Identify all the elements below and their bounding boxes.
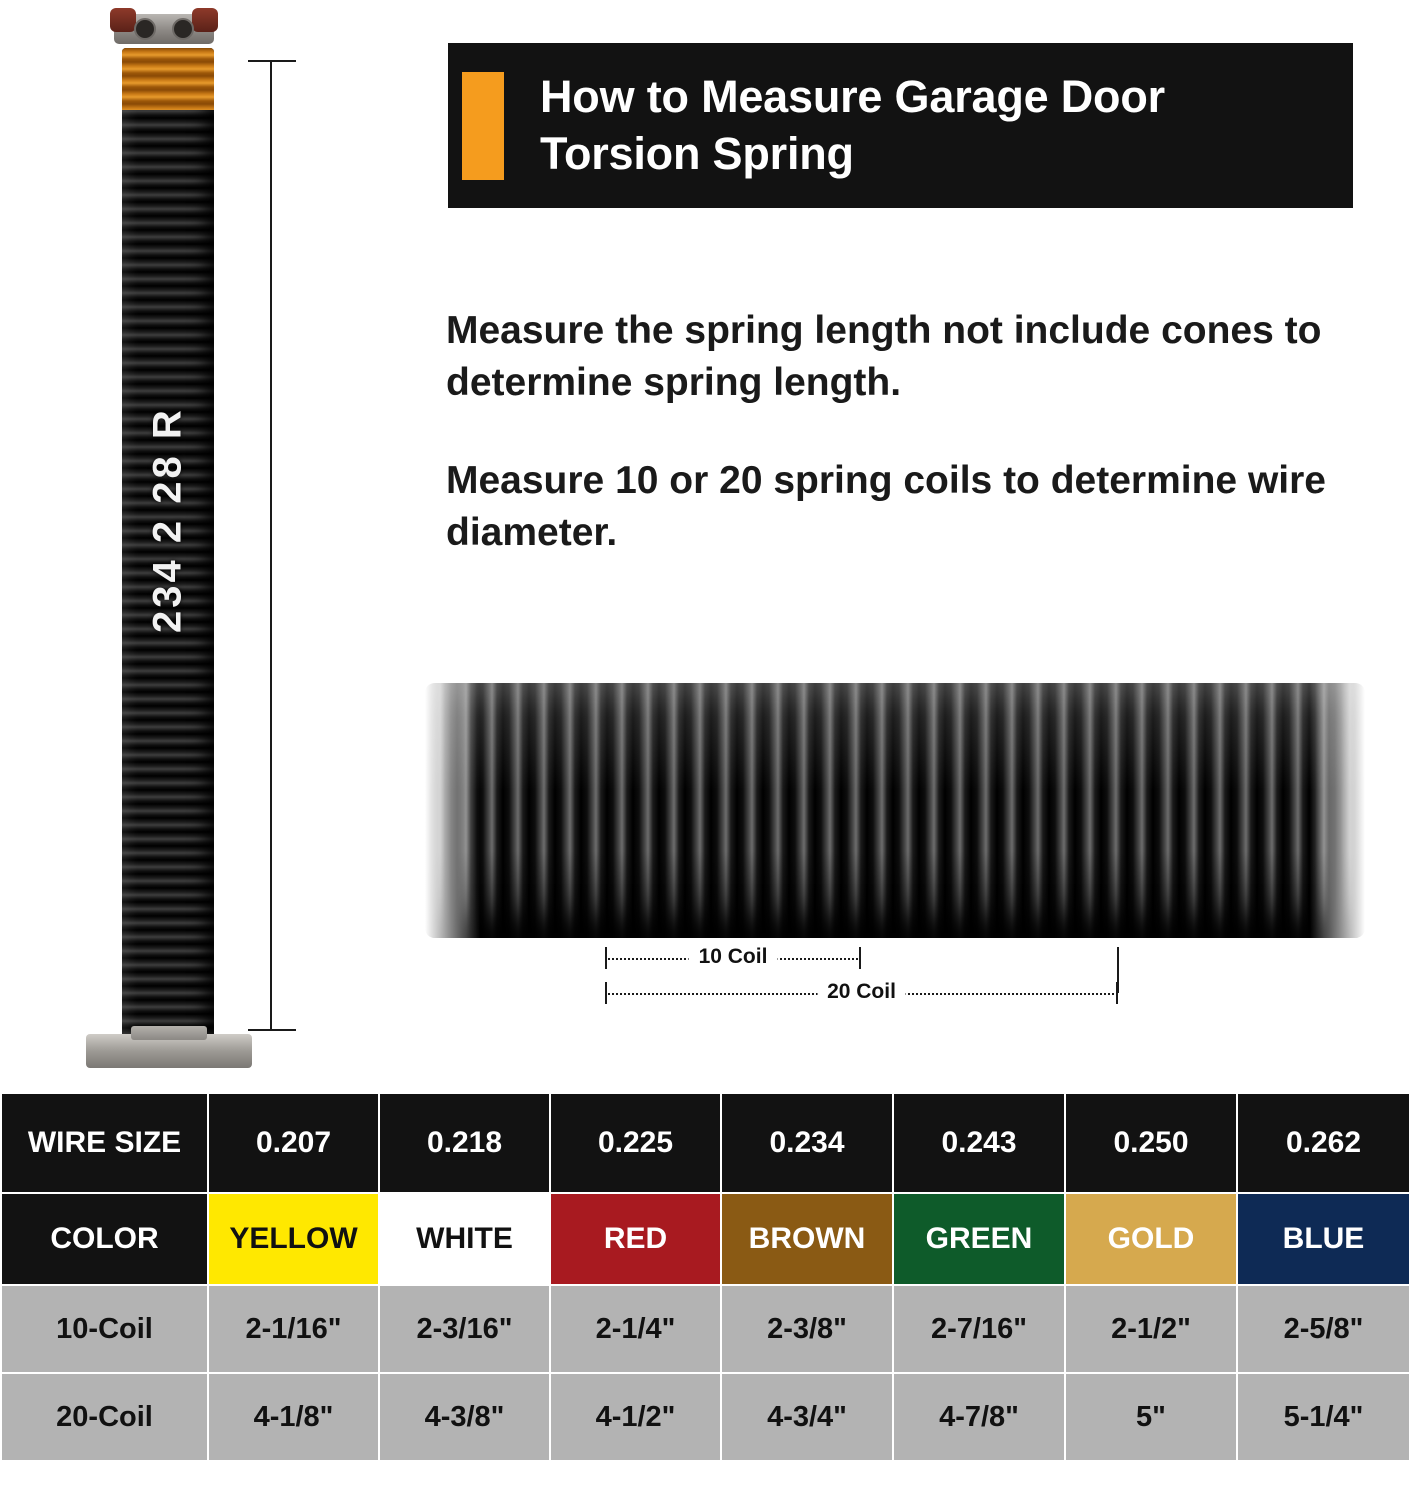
cell-wire-size-0: 0.207 bbox=[208, 1093, 379, 1193]
measure-tick-bottom bbox=[248, 1029, 296, 1031]
cell-20coil-3: 4-3/4" bbox=[721, 1373, 893, 1461]
cell-20coil-2: 4-1/2" bbox=[550, 1373, 721, 1461]
cell-10coil-3: 2-3/8" bbox=[721, 1285, 893, 1373]
row-label-wire-size: WIRE SIZE bbox=[1, 1093, 208, 1193]
cell-20coil-6: 5-1/4" bbox=[1237, 1373, 1409, 1461]
dimension-20-label: 20 Coil bbox=[817, 978, 906, 1006]
cell-10coil-2: 2-1/4" bbox=[550, 1285, 721, 1373]
page-title: How to Measure Garage Door Torsion Spring bbox=[540, 71, 1165, 179]
coil-fade-left bbox=[425, 683, 480, 938]
cell-color-5: GOLD bbox=[1065, 1193, 1237, 1285]
measure-tick-top bbox=[248, 60, 296, 62]
cell-wire-size-2: 0.225 bbox=[550, 1093, 721, 1193]
dimension-10-label: 10 Coil bbox=[689, 943, 778, 971]
cell-wire-size-4: 0.243 bbox=[893, 1093, 1065, 1193]
instruction-line-1: Measure the spring length not include cones to determine spring length. bbox=[446, 309, 1322, 404]
dimension-20-cap-right bbox=[1116, 982, 1118, 1004]
row-label-20-coil: 20-Coil bbox=[1, 1373, 208, 1461]
table-row-20-coil bbox=[1, 1373, 1409, 1461]
instructions-block bbox=[446, 305, 1374, 604]
dimension-10-coil bbox=[605, 947, 861, 969]
cell-10coil-0: 2-1/16" bbox=[208, 1285, 379, 1373]
cell-20coil-4: 4-7/8" bbox=[893, 1373, 1065, 1461]
spring-stamped-label: 234 2 28 R bbox=[145, 407, 190, 633]
cell-color-6: BLUE bbox=[1237, 1193, 1409, 1285]
cell-wire-size-3: 0.234 bbox=[721, 1093, 893, 1193]
cell-color-0: YELLOW bbox=[208, 1193, 379, 1285]
cell-color-2: RED bbox=[550, 1193, 721, 1285]
table-row-color bbox=[1, 1193, 1409, 1285]
spring-orange-section bbox=[122, 48, 214, 110]
cell-20coil-1: 4-3/8" bbox=[379, 1373, 550, 1461]
cell-wire-size-6: 0.262 bbox=[1237, 1093, 1409, 1193]
dimension-20-coil bbox=[605, 982, 1118, 1004]
spring-cone-top bbox=[100, 6, 228, 52]
cell-20coil-5: 5" bbox=[1065, 1373, 1237, 1461]
cone-winding-hole-a bbox=[134, 18, 156, 40]
instruction-line-2: Measure 10 or 20 spring coils to determine wire diameter. bbox=[446, 458, 1326, 554]
cell-color-1: WHITE bbox=[379, 1193, 550, 1285]
cone-set-screw-left bbox=[110, 8, 136, 32]
cell-10coil-1: 2-3/16" bbox=[379, 1285, 550, 1373]
cell-10coil-4: 2-7/16" bbox=[893, 1285, 1065, 1373]
coil-closeup-image bbox=[425, 683, 1365, 938]
wire-size-color-table bbox=[0, 1092, 1409, 1462]
cell-20coil-0: 4-1/8" bbox=[208, 1373, 379, 1461]
spring-length-measure-line bbox=[270, 60, 272, 1030]
table-row-10-coil bbox=[1, 1285, 1409, 1373]
header-banner bbox=[448, 43, 1353, 208]
header-accent-bar bbox=[462, 72, 504, 180]
row-label-color: COLOR bbox=[1, 1193, 208, 1285]
dimension-10-cap-right bbox=[859, 947, 861, 969]
cell-wire-size-1: 0.218 bbox=[379, 1093, 550, 1193]
spring-stationary-cone-base bbox=[86, 1034, 252, 1068]
cell-wire-size-5: 0.250 bbox=[1065, 1093, 1237, 1193]
cell-color-4: GREEN bbox=[893, 1193, 1065, 1285]
cone-set-screw-right bbox=[192, 8, 218, 32]
cell-10coil-6: 2-5/8" bbox=[1237, 1285, 1409, 1373]
cell-color-3: BROWN bbox=[721, 1193, 893, 1285]
row-label-10-coil: 10-Coil bbox=[1, 1285, 208, 1373]
torsion-spring-illustration bbox=[40, 0, 310, 1090]
cone-winding-hole-b bbox=[172, 18, 194, 40]
cell-10coil-5: 2-1/2" bbox=[1065, 1285, 1237, 1373]
coil-fade-right bbox=[1310, 683, 1365, 938]
table-row-wire-size bbox=[1, 1093, 1409, 1193]
